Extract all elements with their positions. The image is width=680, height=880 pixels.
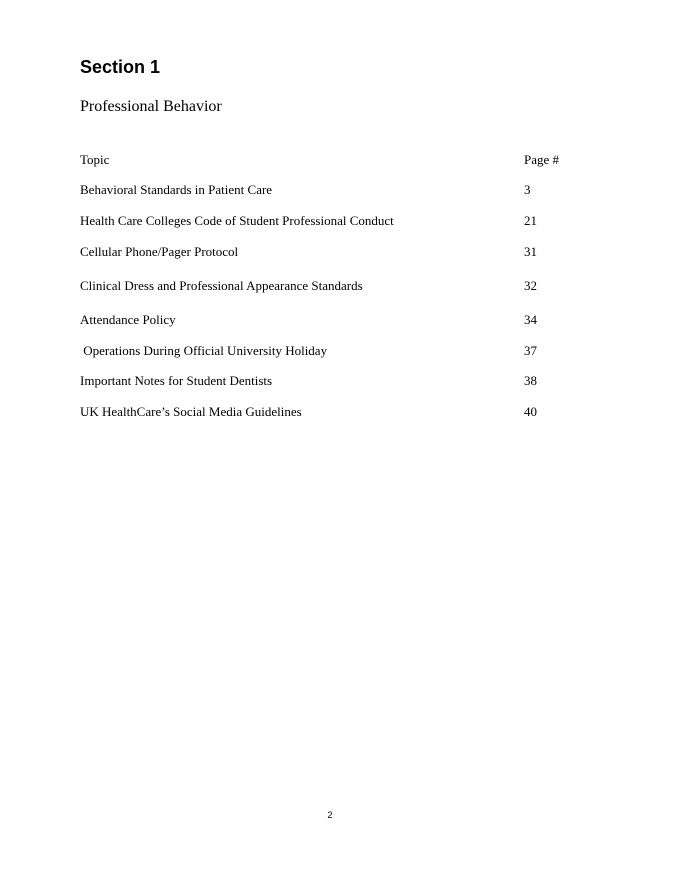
toc-page-number: 21: [524, 213, 537, 228]
toc-topic: Operations During Official University Holiday: [80, 343, 328, 358]
toc-topic: Health Care Colleges Code of Student Professional Conduct: [80, 213, 394, 228]
toc-row: [80, 342, 600, 360]
toc-row: [80, 243, 600, 261]
toc-row: [80, 212, 600, 230]
toc-topic: Important Notes for Student Dentists: [80, 373, 273, 388]
toc-header-page: Page #: [524, 152, 560, 167]
page-number: 2: [327, 810, 333, 820]
toc-topic: Attendance Policy: [80, 312, 176, 327]
toc-page-number: 38: [524, 373, 537, 388]
toc-page-number: 32: [524, 278, 537, 293]
section-title: Section 1: [80, 57, 161, 77]
toc-row: [80, 311, 600, 329]
toc-page-number: 3: [524, 182, 531, 197]
toc-topic: Clinical Dress and Professional Appearance Standards: [80, 278, 363, 293]
toc-row: [80, 277, 600, 295]
toc-row: [80, 403, 600, 421]
toc-row: [80, 372, 600, 390]
toc-page-number: 34: [524, 312, 537, 327]
toc-page-number: 37: [524, 343, 537, 358]
toc-row: [80, 181, 600, 199]
toc-topic: Cellular Phone/Pager Protocol: [80, 244, 239, 259]
toc-topic: Behavioral Standards in Patient Care: [80, 182, 273, 197]
toc-page-number: 40: [524, 404, 537, 419]
toc-topic: UK HealthCare’s Social Media Guidelines: [80, 404, 302, 419]
toc-header-topic: Topic: [80, 152, 110, 167]
toc-page-number: 31: [524, 244, 537, 259]
toc-header-row: [80, 151, 600, 169]
section-subtitle: Professional Behavior: [80, 98, 222, 115]
